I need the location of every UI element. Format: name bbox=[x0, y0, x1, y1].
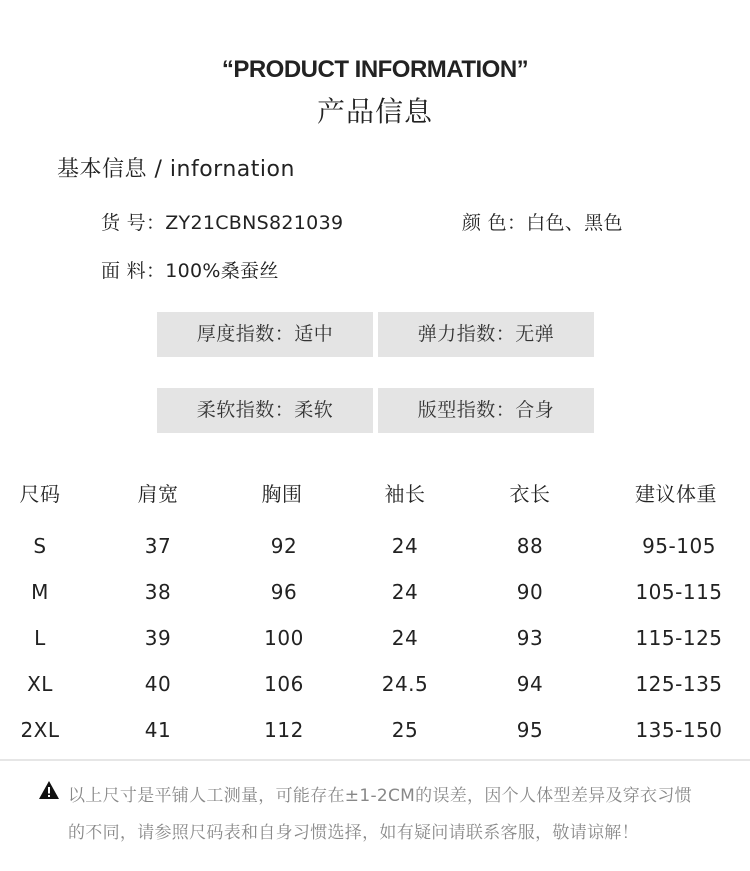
cell-sleeve: 24 bbox=[391, 580, 419, 604]
material-info: 面 料：100%桑蚕丝 bbox=[101, 260, 279, 282]
cell-weight: 115-125 bbox=[635, 626, 723, 650]
cell-size: S bbox=[33, 534, 47, 558]
color-info: 颜 色：白色、黑色 bbox=[462, 212, 623, 234]
header-length: 衣长 bbox=[509, 482, 551, 506]
cell-chest: 112 bbox=[264, 718, 304, 742]
cell-size: M bbox=[31, 580, 49, 604]
cell-length: 93 bbox=[516, 626, 544, 650]
header-size: 尺码 bbox=[19, 482, 61, 506]
cell-weight: 95-105 bbox=[642, 534, 716, 558]
cell-size: L bbox=[34, 626, 46, 650]
tag-fit: 版型指数：合身 bbox=[378, 388, 594, 433]
tag-thickness: 厚度指数：适中 bbox=[157, 312, 373, 357]
cell-size: XL bbox=[27, 672, 53, 696]
cell-length: 90 bbox=[516, 580, 544, 604]
note-line-2: 的不同，请参照尺码表和自身习惯选择，如有疑问请联系客服，敬请谅解！ bbox=[68, 823, 639, 843]
cell-length: 95 bbox=[516, 718, 544, 742]
cell-shoulder: 41 bbox=[144, 718, 172, 742]
cell-shoulder: 39 bbox=[144, 626, 172, 650]
divider bbox=[0, 759, 750, 761]
cell-weight: 135-150 bbox=[635, 718, 723, 742]
table-row bbox=[0, 672, 750, 702]
cell-weight: 125-135 bbox=[635, 672, 723, 696]
cell-sleeve: 24 bbox=[391, 626, 419, 650]
header-title-en: “PRODUCT INFORMATION” bbox=[221, 56, 529, 83]
table-row bbox=[0, 580, 750, 610]
header-shoulder: 肩宽 bbox=[137, 482, 179, 506]
table-header-row bbox=[0, 478, 750, 508]
table-row bbox=[0, 718, 750, 748]
section-title-basic-info: 基本信息 / infornation bbox=[57, 157, 295, 182]
warning-icon bbox=[38, 780, 60, 800]
cell-sleeve: 25 bbox=[391, 718, 419, 742]
cell-sleeve: 24.5 bbox=[381, 672, 429, 696]
tag-softness: 柔软指数：柔软 bbox=[157, 388, 373, 433]
cell-size: 2XL bbox=[20, 718, 60, 742]
tag-elasticity: 弹力指数：无弹 bbox=[378, 312, 594, 357]
header-weight: 建议体重 bbox=[635, 482, 717, 506]
cell-length: 88 bbox=[516, 534, 544, 558]
table-row bbox=[0, 534, 750, 564]
cell-shoulder: 38 bbox=[144, 580, 172, 604]
cell-chest: 92 bbox=[270, 534, 298, 558]
cell-chest: 96 bbox=[270, 580, 298, 604]
cell-sleeve: 24 bbox=[391, 534, 419, 558]
cell-shoulder: 37 bbox=[144, 534, 172, 558]
cell-chest: 100 bbox=[264, 626, 304, 650]
cell-shoulder: 40 bbox=[144, 672, 172, 696]
cell-chest: 106 bbox=[264, 672, 304, 696]
table-row bbox=[0, 626, 750, 656]
header-title-cn: 产品信息 bbox=[316, 95, 433, 128]
cell-weight: 105-115 bbox=[635, 580, 723, 604]
cell-length: 94 bbox=[516, 672, 544, 696]
header-sleeve: 袖长 bbox=[384, 482, 426, 506]
header-chest: 胸围 bbox=[261, 482, 303, 506]
note-line-1: 以上尺寸是平铺人工测量，可能存在±1-2CM的误差，因个人体型差异及穿衣习惯 bbox=[68, 786, 692, 806]
item-number: 货 号：ZY21CBNS821039 bbox=[101, 212, 344, 234]
